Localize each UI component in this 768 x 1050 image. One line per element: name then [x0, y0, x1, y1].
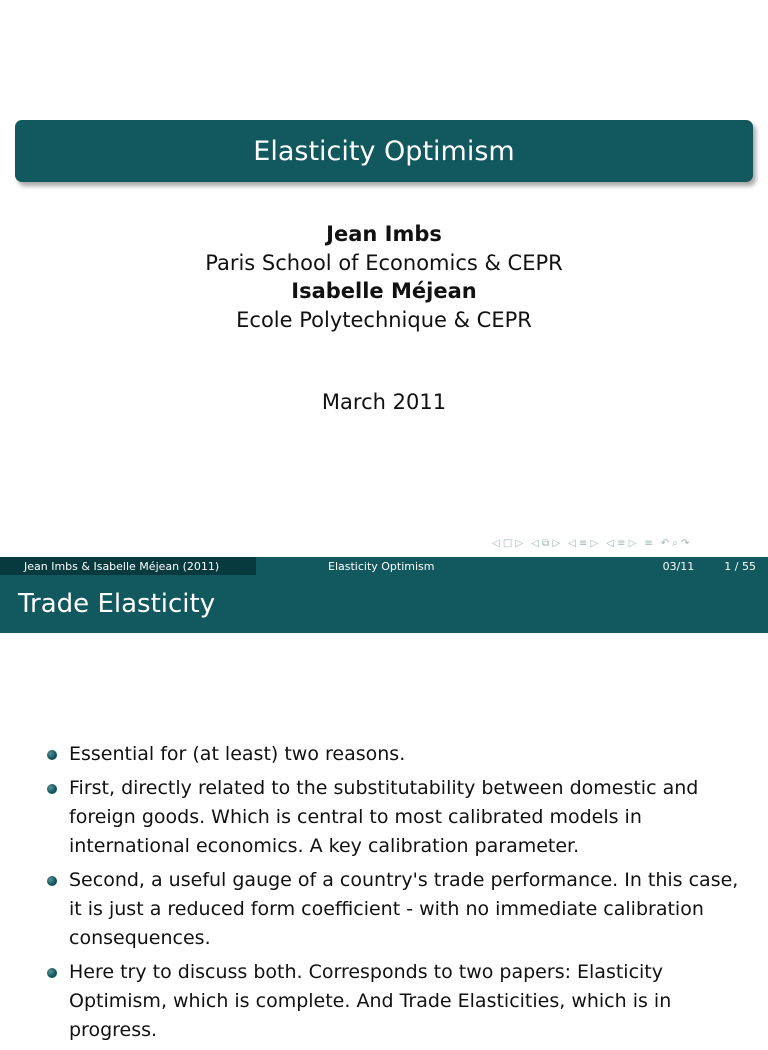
footer-title: Elasticity Optimism [328, 559, 435, 573]
bullet-text: Essential for (at least) two reasons. [69, 743, 406, 765]
slide-footer [0, 557, 768, 575]
bullet-list [0, 740, 768, 1050]
bullet-text: First, directly related to the substitutability between domestic and foreign goods. Which is central to most calibrated models in international economics. A key calibration parameter. [69, 777, 699, 857]
bullet-item [0, 740, 768, 769]
bullet-item [0, 866, 768, 953]
subsection-list-nav-icon[interactable]: ◁ ≡ ▷ [606, 538, 637, 549]
bullet-icon [47, 784, 57, 794]
frame-title: Trade Elasticity [18, 589, 216, 619]
beamer-navigation-bar [492, 538, 689, 552]
author-name-2: Isabelle Méjean [291, 279, 477, 303]
section-nav-icon[interactable]: ◁ ≡ ▷ [568, 538, 599, 549]
author-block [0, 220, 768, 334]
footer-authors: Jean Imbs & Isabelle Méjean (2011) [24, 559, 220, 573]
bullet-text: Second, a useful gauge of a country's trade performance. In this case, it is just a reduced form coefficient - with no immediate calibration consequences. [69, 869, 739, 949]
presentation-title-box [15, 120, 753, 182]
content-slide [0, 557, 768, 1041]
footer-date: 03/11 [662, 559, 695, 573]
author-name-1: Jean Imbs [326, 222, 442, 246]
presentation-title: Elasticity Optimism [253, 135, 515, 167]
bullet-item [0, 774, 768, 861]
author-affiliation-1: Paris School of Economics & CEPR [205, 250, 563, 275]
bullet-icon [47, 876, 57, 886]
bullet-item [0, 958, 768, 1045]
footer-right-cell [512, 557, 768, 575]
subsection-nav-icon[interactable]: ◁ ⧉ ▷ [531, 538, 561, 549]
search-nav-icon[interactable]: ↶ ⌕ ↷ [660, 538, 690, 549]
frame-title-bar [0, 575, 768, 633]
outline-nav-icon[interactable]: ≡ [644, 538, 653, 549]
footer-authors-cell [0, 557, 256, 575]
bullet-icon [47, 750, 57, 760]
footer-page-number: 1 / 55 [724, 559, 756, 573]
bullet-icon [47, 968, 57, 978]
frame-nav-icon[interactable]: ◁ □ ▷ [492, 538, 524, 549]
presentation-date: March 2011 [321, 390, 447, 414]
bullet-text: Here try to discuss both. Corresponds to two papers: Elasticity Optimism, which is complete. And Trade Elasticities, which is in progress. [69, 961, 672, 1041]
author-affiliation-2: Ecole Polytechnique & CEPR [236, 307, 532, 332]
footer-title-cell [256, 557, 512, 575]
